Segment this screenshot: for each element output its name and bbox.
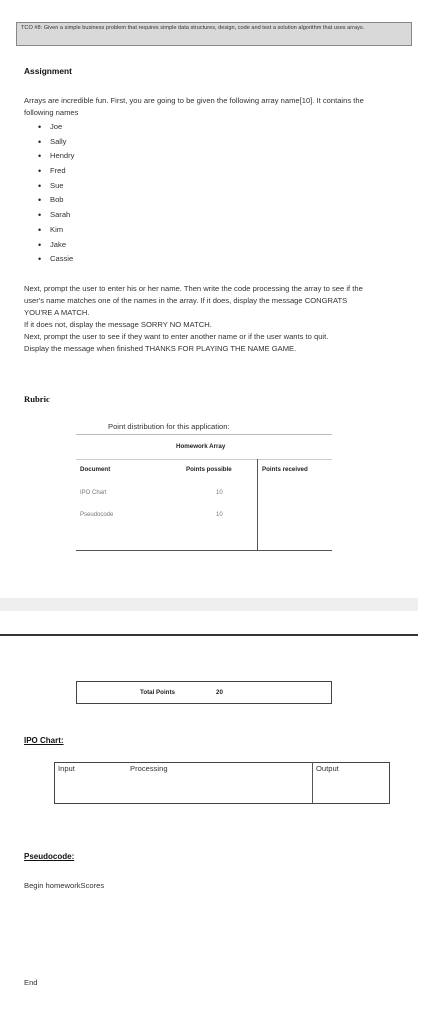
rubric-caption: Point distribution for this application: bbox=[108, 422, 230, 431]
pseudocode-end: End bbox=[24, 978, 38, 987]
assignment-heading: Assignment bbox=[24, 66, 72, 76]
col-points-possible: Points possible bbox=[186, 466, 232, 473]
instruction-line: Next, prompt the user to see if they want to enter another name or if the user wants to quit. bbox=[24, 332, 329, 341]
col-document: Document bbox=[80, 466, 111, 473]
total-value: 20 bbox=[216, 689, 223, 696]
list-item: • Bob bbox=[38, 194, 74, 209]
header-divider bbox=[76, 459, 332, 460]
page-break-line bbox=[0, 634, 418, 636]
ipo-chart-table bbox=[54, 762, 390, 804]
table-bottom-line bbox=[76, 550, 332, 551]
list-item: • Sally bbox=[38, 136, 74, 151]
instruction-line: Next, prompt the user to enter his or her name. Then write the code processing the array to see if the bbox=[24, 284, 363, 293]
list-item: • Joe bbox=[38, 121, 74, 136]
list-item: • Kim bbox=[38, 224, 74, 239]
ipo-heading: IPO Chart: bbox=[24, 736, 64, 745]
instruction-line: user's name matches one of the names in the array. If it does, display the message CONGRATS bbox=[24, 296, 348, 305]
instruction-line: Display the message when finished THANKS FOR PLAYING THE NAME GAME. bbox=[24, 344, 297, 353]
assignment-intro bbox=[24, 95, 420, 119]
row-document: IPO Chart bbox=[80, 490, 107, 496]
instruction-line: If it does not, display the message SORRY NO MATCH. bbox=[24, 320, 212, 329]
intro-line-2: following names bbox=[24, 108, 79, 117]
list-item: • Sue bbox=[38, 180, 74, 195]
list-item: • Fred bbox=[38, 165, 74, 180]
list-item: • Sarah bbox=[38, 209, 74, 224]
received-column-divider bbox=[257, 459, 258, 551]
total-points-box bbox=[76, 681, 332, 704]
ipo-output-header: Output bbox=[316, 764, 339, 773]
names-list bbox=[38, 121, 74, 268]
ipo-output-divider bbox=[312, 762, 313, 804]
rubric-heading: Rubric bbox=[24, 394, 50, 404]
list-item: • Hendry bbox=[38, 150, 74, 165]
pseudocode-heading: Pseudocode: bbox=[24, 852, 75, 861]
instruction-line: YOU'RE A MATCH. bbox=[24, 308, 90, 317]
list-item: • Jake bbox=[38, 239, 74, 254]
table-title: Homework Array bbox=[176, 443, 226, 450]
pseudocode-begin: Begin homeworkScores bbox=[24, 881, 105, 890]
total-label: Total Points bbox=[140, 689, 175, 696]
col-points-received: Points received bbox=[262, 466, 308, 473]
list-item: • Cassie bbox=[38, 253, 74, 268]
assignment-instructions bbox=[24, 283, 420, 355]
row-points: 10 bbox=[216, 490, 223, 496]
ipo-input-header: Input bbox=[58, 764, 75, 773]
tco-header-text: TCO #8: Given a simple business problem that requires simple data structures, design, code and test a solution algorithm that uses arrays. bbox=[21, 25, 365, 31]
ipo-processing-header: Processing bbox=[130, 764, 168, 773]
page-break-band bbox=[0, 598, 418, 611]
row-points: 10 bbox=[216, 512, 223, 518]
tco-header bbox=[16, 22, 412, 46]
row-document: Pseudocode bbox=[80, 512, 114, 518]
caption-divider bbox=[76, 434, 332, 435]
intro-line-1: Arrays are incredible fun. First, you are going to be given the following array name[10]. It contains the bbox=[24, 96, 364, 105]
